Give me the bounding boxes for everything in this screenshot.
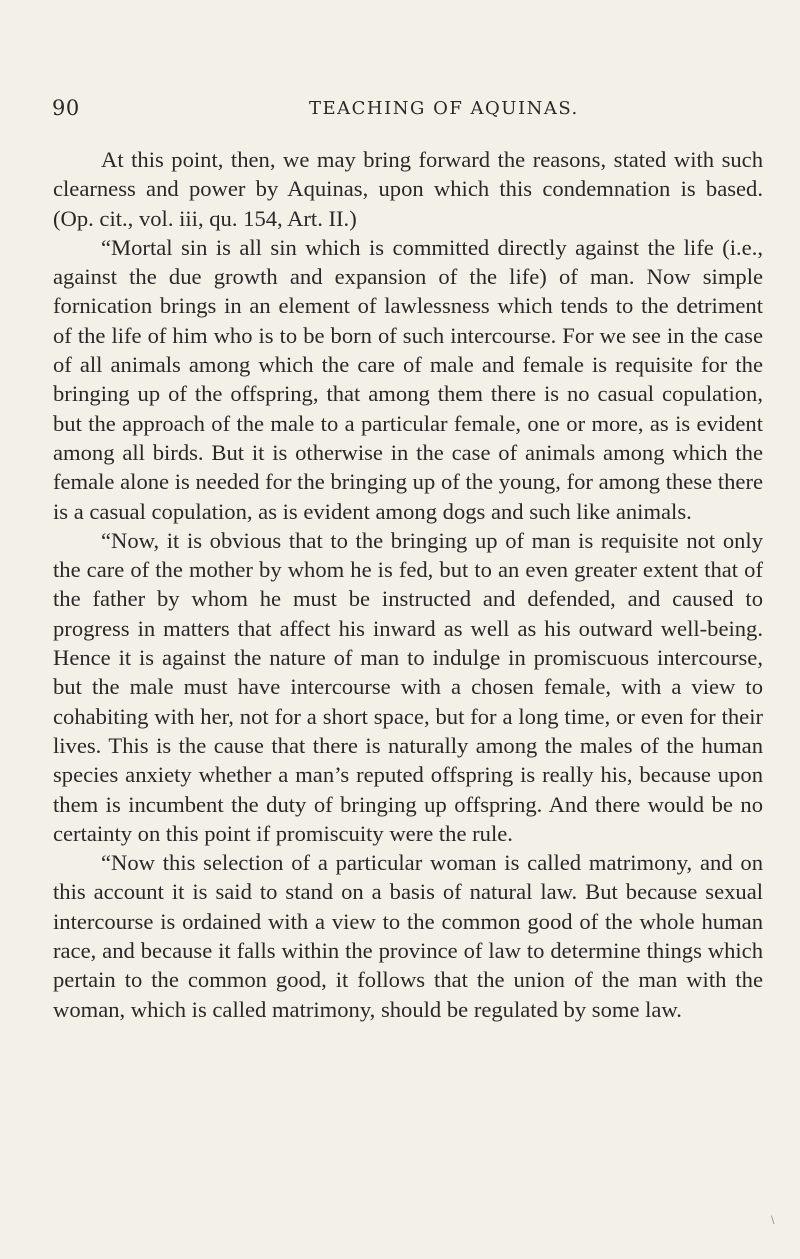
paragraph-3: “Now, it is obvious that to the bringing up of man is requisite not only the care of the mother by whom he is fed, but to an even greater extent that of the father by whom he must be instructed and defended, and caused to progress in matters that affect his inward as well as his outward well-being. Hence it is against the nature of man to indulge in promiscuous intercourse, but the male must have intercourse with a chosen female, with a view to cohabiting with her, not for a short space, but for a long time, or even for their lives. This is the cause that there is naturally among the males of the human species anxiety whether a man’s reputed offspring is really his, because upon them is incumbent the duty of bringing up offspring. And there would be no certainty on this point if promiscuity were the rule.	[53, 527, 763, 846]
body-text	[53, 145, 763, 1024]
page-header	[52, 96, 770, 126]
page-number: 90	[52, 96, 80, 120]
paragraph-4: “Now this selection of a particular woman is called matrimony, and on this account it is said to stand on a basis of natural law. But because sexual intercourse is ordained with a view to the common good of the whole human race, and because it falls within the province of law to determine things which pertain to the common good, it follows that the union of the man with the woman, which is called matrimony, should be regulated by some law.	[53, 850, 763, 1022]
margin-mark: \	[771, 1215, 775, 1226]
paragraph-2: “Mortal sin is all sin which is committed directly against the life (i.e., against the due growth and expansion of the life) of man. Now simple fornication brings in an element of lawlessness which tends to the detriment of the life of him who is to be born of such intercourse. For we see in the case of all animals among which the care of male and female is requisite for the bringing up of the offspring, that among them there is no casual copulation, but the approach of the male to a particular female, one or more, as is evident among all birds. But it is otherwise in the case of animals among which the female alone is needed for the bringing up of the young, for among these there is a casual copulation, as is evident among dogs and such like animals.	[53, 234, 763, 524]
running-title: TEACHING OF AQUINAS.	[309, 98, 579, 119]
paragraph-1: At this point, then, we may bring forward the reasons, stated with such clearness and power by Aquinas, upon which this condemnation is based. (Op. cit., vol. iii, qu. 154, Art. II.)	[53, 147, 763, 231]
